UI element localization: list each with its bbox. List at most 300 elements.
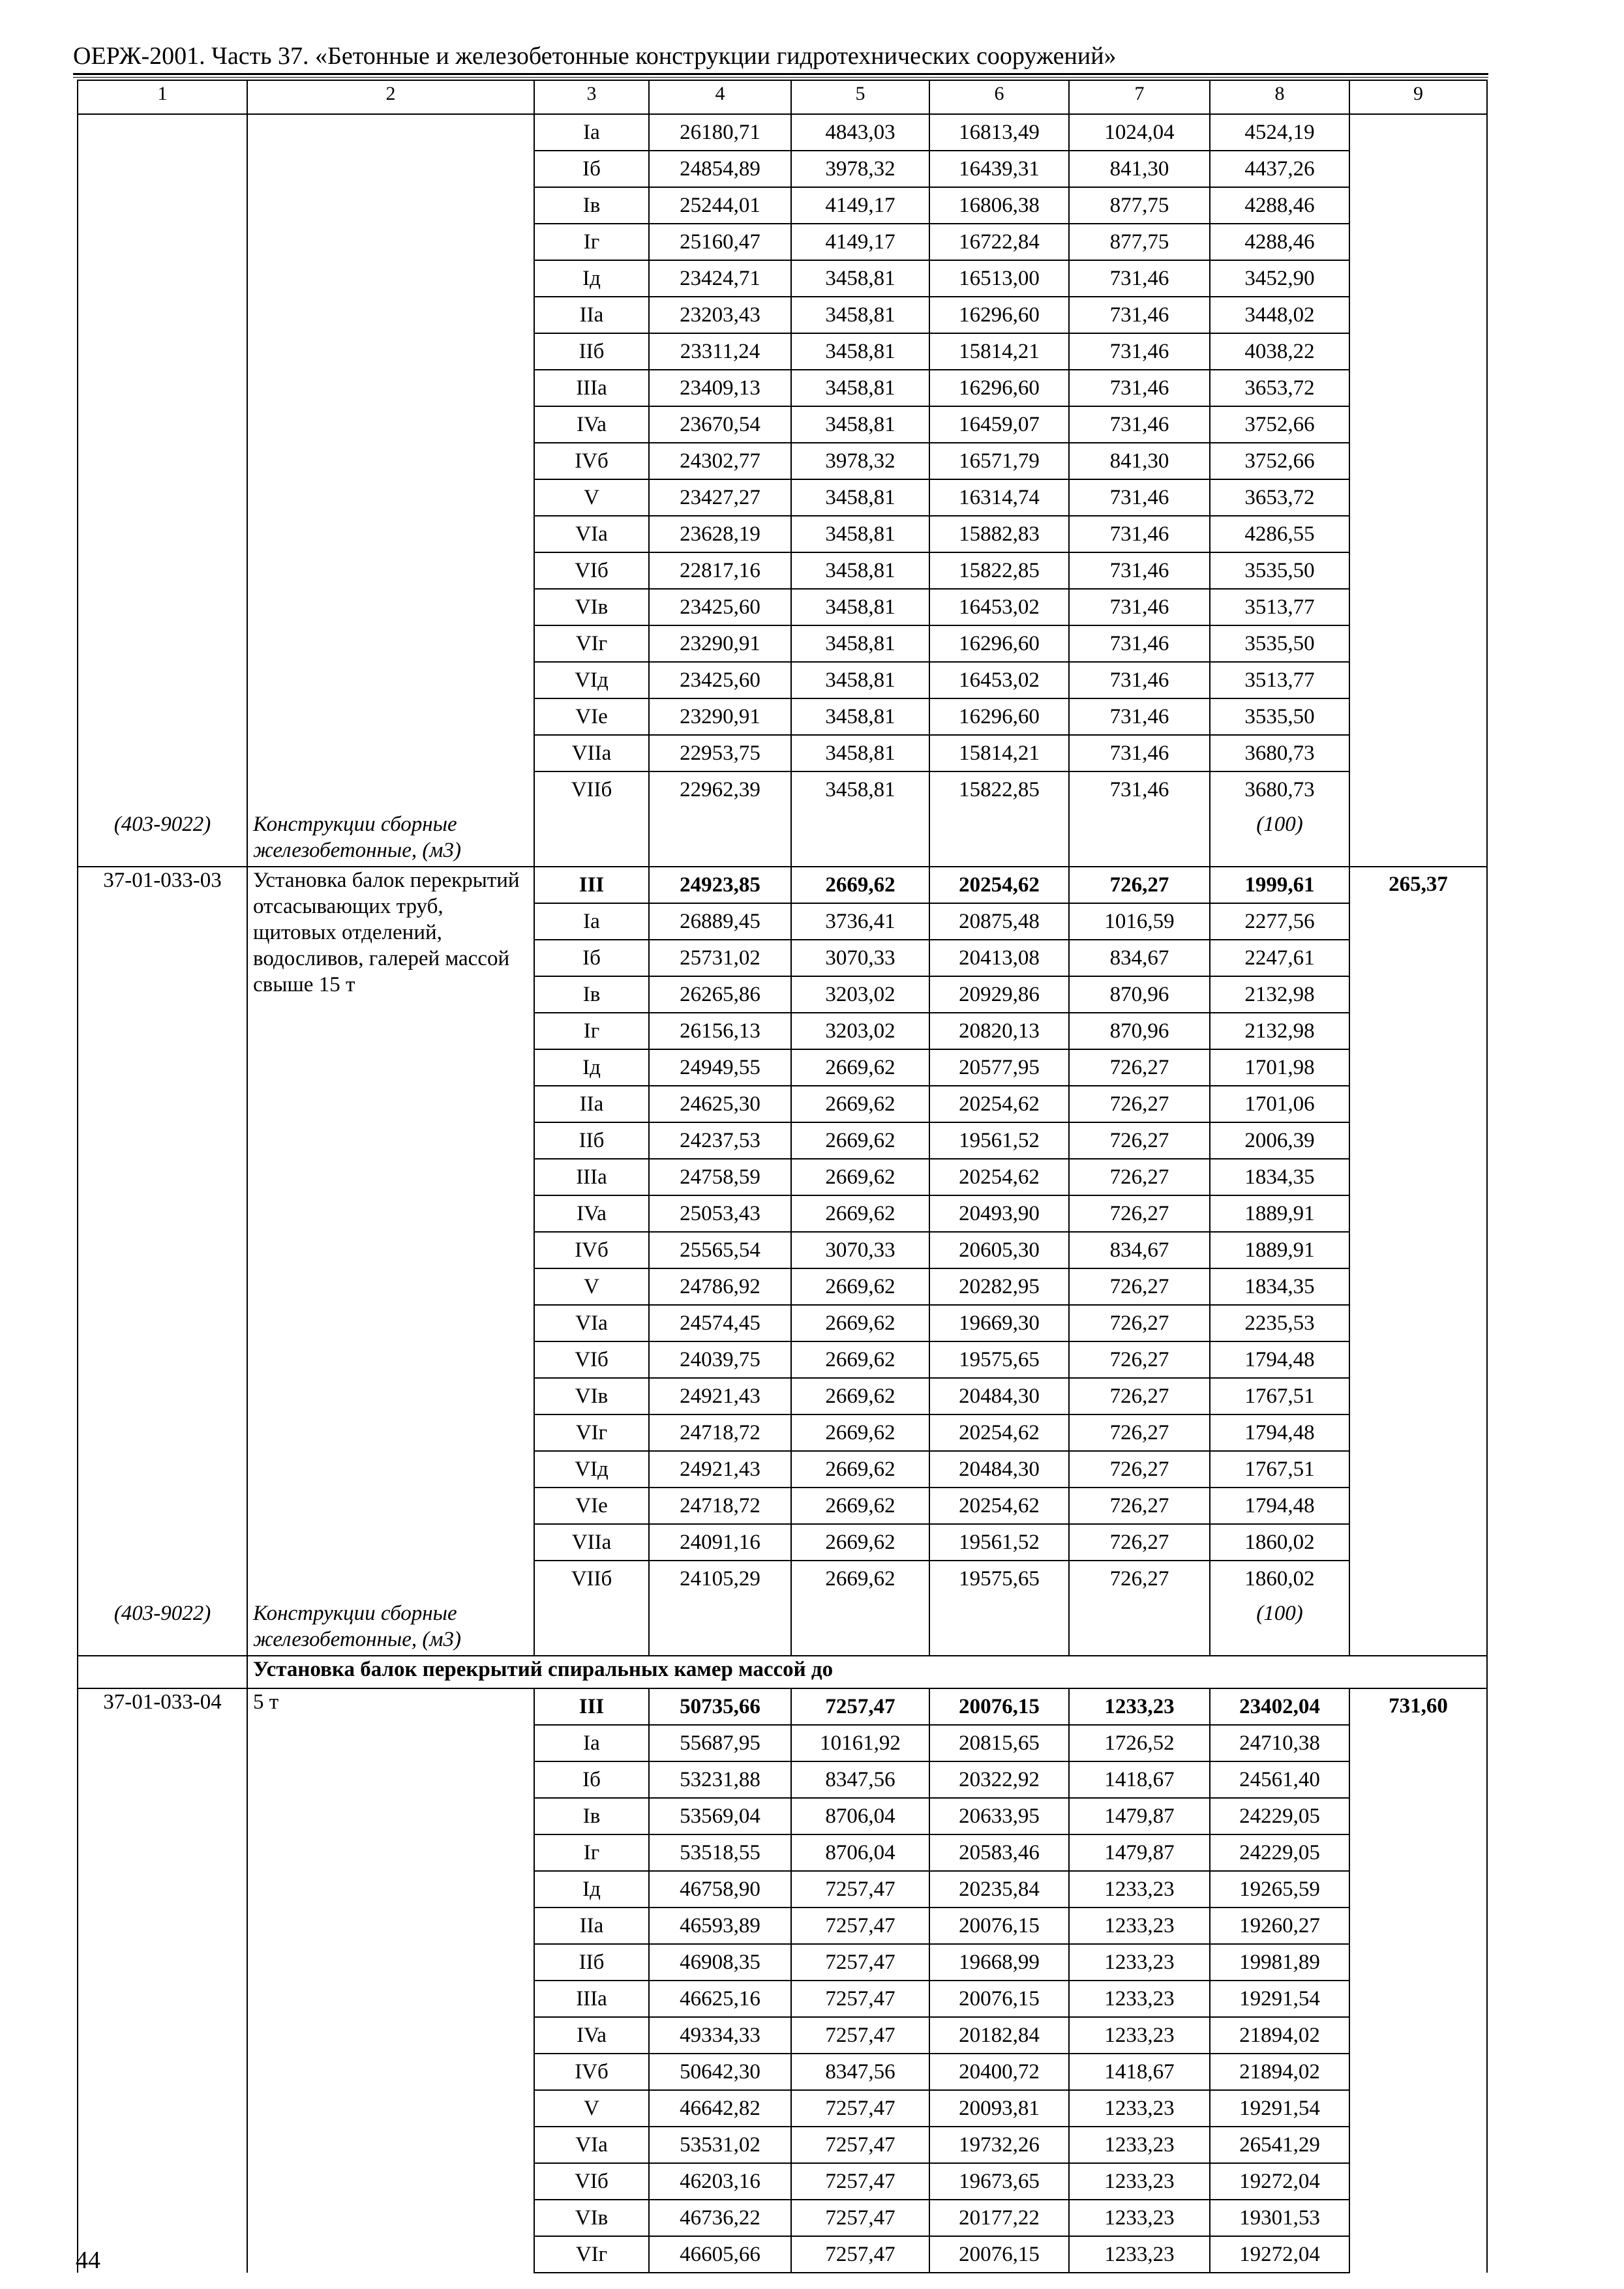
machinist-wages-cell: 1233,23 [1069,1981,1210,2017]
total-cost-cell: 24921,43 [649,1378,791,1414]
section-title: Установка балок перекрытий спиральных камер массой до [247,1656,1487,1688]
machines-cell: 16722,84 [929,224,1069,260]
total-cost-cell: 24302,77 [649,443,791,479]
total-cost-cell: 22962,39 [649,771,791,807]
materials-cell: 1794,48 [1210,1488,1349,1524]
resource-quantity: (100) [1210,1596,1349,1656]
wages-cell: 7257,47 [791,1871,929,1908]
machines-cell: 16296,60 [929,698,1069,735]
column-number: 4 [649,80,791,114]
machines-cell: 20182,84 [929,2017,1069,2054]
materials-cell: 2235,53 [1210,1305,1349,1341]
wages-cell: 3458,81 [791,662,929,698]
machinist-wages-cell: 726,27 [1069,1122,1210,1159]
wages-cell: 3458,81 [791,589,929,625]
machines-cell: 20322,92 [929,1761,1069,1798]
total-cost-cell: 23427,27 [649,479,791,516]
resource-row [78,1596,1487,1656]
wages-cell: 7257,47 [791,2163,929,2200]
total-cost-cell: 24949,55 [649,1049,791,1086]
wages-cell: 7257,47 [791,2236,929,2273]
machinist-wages-cell: 731,46 [1069,625,1210,662]
machines-cell: 20076,15 [929,2236,1069,2273]
zone-cell: VIa [534,1305,649,1341]
materials-cell: 19272,04 [1210,2163,1349,2200]
materials-cell: 1860,02 [1210,1524,1349,1561]
norm-code-cell: 37-01-033-03 [78,867,247,1596]
total-cost-cell: 26889,45 [649,903,791,940]
machinist-wages-cell: 726,27 [1069,1561,1210,1596]
wages-cell: 2669,62 [791,1451,929,1488]
materials-cell: 4038,22 [1210,333,1349,370]
materials-cell: 4288,46 [1210,187,1349,224]
resource-description: Конструкции сборные железобетонные, (м3) [247,807,534,867]
materials-cell: 1701,98 [1210,1049,1349,1086]
machines-cell: 16453,02 [929,662,1069,698]
materials-cell: 1889,91 [1210,1195,1349,1232]
column-number: 3 [534,80,649,114]
zone-cell: VIe [534,1488,649,1524]
total-cost-cell: 24237,53 [649,1122,791,1159]
wages-cell: 8706,04 [791,1798,929,1834]
total-cost-cell: 23425,60 [649,589,791,625]
column-number: 9 [1349,80,1487,114]
wages-cell: 3458,81 [791,625,929,662]
wages-cell: 3458,81 [791,516,929,552]
zone-cell: IIIa [534,1159,649,1195]
zone-cell: Ia [534,1725,649,1761]
empty-cell [1349,1596,1487,1656]
zone-cell: VIa [534,516,649,552]
machines-cell: 16813,49 [929,114,1069,151]
labor-cost-cell: 265,37 [1349,867,1487,1596]
materials-cell: 3680,73 [1210,771,1349,807]
materials-cell: 19260,27 [1210,1908,1349,1944]
machinist-wages-cell: 841,30 [1069,151,1210,187]
machinist-wages-cell: 731,46 [1069,516,1210,552]
wages-cell: 3458,81 [791,771,929,807]
total-cost-cell: 46605,66 [649,2236,791,2273]
machines-cell: 20929,86 [929,976,1069,1013]
machinist-wages-cell: 726,27 [1069,1378,1210,1414]
zone-cell: IVб [534,443,649,479]
total-cost-cell: 53531,02 [649,2127,791,2163]
materials-cell: 3653,72 [1210,370,1349,406]
machines-cell: 20577,95 [929,1049,1069,1086]
machinist-wages-cell: 1418,67 [1069,2054,1210,2090]
total-cost-cell: 46758,90 [649,1871,791,1908]
machines-cell: 16459,07 [929,406,1069,443]
zone-cell: Iд [534,1049,649,1086]
wages-cell: 3458,81 [791,406,929,443]
machines-cell: 19561,52 [929,1524,1069,1561]
zone-cell: IIa [534,1086,649,1122]
machines-cell: 15822,85 [929,771,1069,807]
total-cost-cell: 46736,22 [649,2200,791,2236]
machinist-wages-cell: 731,46 [1069,771,1210,807]
total-cost-cell: 22817,16 [649,552,791,589]
materials-cell: 3653,72 [1210,479,1349,516]
norm-description-cell: Установка балок перекрытий отсасывающих труб, щитовых отделений, водосливов, галерей массой свыше 15 т [247,867,534,1596]
zone-cell: Iб [534,151,649,187]
machinist-wages-cell: 726,27 [1069,1159,1210,1195]
machinist-wages-cell: 1726,52 [1069,1725,1210,1761]
machinist-wages-cell: 731,46 [1069,479,1210,516]
materials-cell: 2247,61 [1210,940,1349,976]
total-cost-cell: 25053,43 [649,1195,791,1232]
machinist-wages-cell: 731,46 [1069,735,1210,771]
machines-cell: 15814,21 [929,735,1069,771]
materials-cell: 2132,98 [1210,976,1349,1013]
resource-row [78,807,1487,867]
materials-cell: 3535,50 [1210,698,1349,735]
machinist-wages-cell: 1418,67 [1069,1761,1210,1798]
zone-cell: IIa [534,297,649,333]
zone-cell: VIв [534,1378,649,1414]
materials-cell: 19265,59 [1210,1871,1349,1908]
machinist-wages-cell: 726,27 [1069,1341,1210,1378]
zone-cell: Iв [534,1798,649,1834]
wages-cell: 2669,62 [791,1049,929,1086]
total-cost-cell: 46908,35 [649,1944,791,1981]
column-number: 5 [791,80,929,114]
wages-cell: 2669,62 [791,1195,929,1232]
machines-cell: 20254,62 [929,1086,1069,1122]
zone-cell: VIд [534,1451,649,1488]
empty-cell [534,807,649,867]
total-cost-cell: 24105,29 [649,1561,791,1596]
total-cost-cell: 24574,45 [649,1305,791,1341]
total-cost-cell: 50735,66 [649,1688,791,1725]
zone-cell: VIг [534,2236,649,2273]
zone-cell: IVa [534,406,649,443]
materials-cell: 1794,48 [1210,1414,1349,1451]
wages-cell: 3070,33 [791,1232,929,1268]
total-cost-cell: 24625,30 [649,1086,791,1122]
machinist-wages-cell: 726,27 [1069,1195,1210,1232]
machines-cell: 20484,30 [929,1451,1069,1488]
machines-cell: 16806,38 [929,187,1069,224]
total-cost-cell: 53518,55 [649,1834,791,1871]
total-cost-cell: 24091,16 [649,1524,791,1561]
total-cost-cell: 55687,95 [649,1725,791,1761]
zone-cell: VIб [534,2163,649,2200]
zone-cell: Ia [534,114,649,151]
zone-cell: VIe [534,698,649,735]
wages-cell: 2669,62 [791,1524,929,1561]
machines-cell: 19575,65 [929,1561,1069,1596]
machines-cell: 20177,22 [929,2200,1069,2236]
zone-cell: Iд [534,1871,649,1908]
materials-cell: 3752,66 [1210,406,1349,443]
materials-cell: 3448,02 [1210,297,1349,333]
zone-cell: Iд [534,260,649,297]
zone-cell: VIд [534,662,649,698]
materials-cell: 4286,55 [1210,516,1349,552]
materials-cell: 24229,05 [1210,1834,1349,1871]
materials-cell: 1889,91 [1210,1232,1349,1268]
total-cost-cell: 46593,89 [649,1908,791,1944]
materials-cell: 19291,54 [1210,1981,1349,2017]
materials-cell: 3513,77 [1210,662,1349,698]
column-number: 2 [247,80,534,114]
total-cost-cell: 23670,54 [649,406,791,443]
section-spacer [78,1656,247,1688]
machinist-wages-cell: 731,46 [1069,698,1210,735]
total-cost-cell: 26180,71 [649,114,791,151]
total-cost-cell: 26265,86 [649,976,791,1013]
zone-cell: IVб [534,2054,649,2090]
zone-cell: IIIa [534,1981,649,2017]
column-number-row [78,80,1487,114]
zone-cell: VIг [534,1414,649,1451]
wages-cell: 3978,32 [791,443,929,479]
empty-cell [534,1596,649,1656]
wages-cell: 8347,56 [791,1761,929,1798]
total-cost-cell: 23409,13 [649,370,791,406]
zone-cell: V [534,479,649,516]
wages-cell: 3203,02 [791,1013,929,1049]
machines-cell: 16453,02 [929,589,1069,625]
empty-cell [1069,1596,1210,1656]
machinist-wages-cell: 731,46 [1069,406,1210,443]
empty-cell [929,807,1069,867]
total-cost-cell: 46642,82 [649,2090,791,2127]
resource-code: (403-9022) [78,807,247,867]
materials-cell: 3535,50 [1210,625,1349,662]
materials-cell: 24561,40 [1210,1761,1349,1798]
table-row [78,114,1487,151]
zone-cell: VIб [534,552,649,589]
wages-cell: 3203,02 [791,976,929,1013]
total-cost-cell: 46625,16 [649,1981,791,2017]
wages-cell: 3458,81 [791,552,929,589]
zone-cell: Iг [534,224,649,260]
machines-cell: 20254,62 [929,1488,1069,1524]
materials-cell: 21894,02 [1210,2017,1349,2054]
machines-cell: 20484,30 [929,1378,1069,1414]
total-cost-cell: 24718,72 [649,1414,791,1451]
header-rule [73,73,1488,75]
machines-cell: 20820,13 [929,1013,1069,1049]
machines-cell: 19668,99 [929,1944,1069,1981]
machines-cell: 20254,62 [929,1414,1069,1451]
total-cost-cell: 23311,24 [649,333,791,370]
total-cost-cell: 22953,75 [649,735,791,771]
machinist-wages-cell: 877,75 [1069,187,1210,224]
materials-cell: 19301,53 [1210,2200,1349,2236]
machinist-wages-cell: 1479,87 [1069,1798,1210,1834]
wages-cell: 3736,41 [791,903,929,940]
materials-cell: 1701,06 [1210,1086,1349,1122]
machinist-wages-cell: 841,30 [1069,443,1210,479]
wages-cell: 3458,81 [791,698,929,735]
machines-cell: 20400,72 [929,2054,1069,2090]
zone-cell: V [534,2090,649,2127]
wages-cell: 2669,62 [791,1159,929,1195]
machines-cell: 20254,62 [929,1159,1069,1195]
machinist-wages-cell: 726,27 [1069,1488,1210,1524]
zone-cell: Ia [534,903,649,940]
machines-cell: 20493,90 [929,1195,1069,1232]
zone-cell: IIa [534,1908,649,1944]
materials-cell: 19291,54 [1210,2090,1349,2127]
empty-cell [929,1596,1069,1656]
machinist-wages-cell: 834,67 [1069,1232,1210,1268]
machinist-wages-cell: 731,46 [1069,662,1210,698]
total-cost-cell: 23628,19 [649,516,791,552]
wages-cell: 7257,47 [791,2090,929,2127]
machinist-wages-cell: 1024,04 [1069,114,1210,151]
total-cost-cell: 49334,33 [649,2017,791,2054]
norm-code-cell [78,114,247,807]
zone-cell: VIIa [534,735,649,771]
materials-cell: 24710,38 [1210,1725,1349,1761]
materials-cell: 3535,50 [1210,552,1349,589]
total-cost-cell: 24718,72 [649,1488,791,1524]
zone-cell: IVa [534,2017,649,2054]
total-cost-cell: 23290,91 [649,625,791,662]
total-cost-cell: 24921,43 [649,1451,791,1488]
total-cost-cell: 46203,16 [649,2163,791,2200]
wages-cell: 3458,81 [791,370,929,406]
machinist-wages-cell: 1233,23 [1069,2200,1210,2236]
machines-cell: 20076,15 [929,1908,1069,1944]
total-cost-cell: 53231,88 [649,1761,791,1798]
machines-cell: 19673,65 [929,2163,1069,2200]
wages-cell: 7257,47 [791,1944,929,1981]
labor-cost-cell [1349,114,1487,807]
materials-cell: 4288,46 [1210,224,1349,260]
total-cost-cell: 50642,30 [649,2054,791,2090]
zone-cell: IVa [534,1195,649,1232]
machinist-wages-cell: 731,46 [1069,552,1210,589]
machines-cell: 16314,74 [929,479,1069,516]
empty-cell [1069,807,1210,867]
total-cost-cell: 25160,47 [649,224,791,260]
zone-cell: VIa [534,2127,649,2163]
machinist-wages-cell: 1233,23 [1069,1871,1210,1908]
zone-cell: VIIa [534,1524,649,1561]
zone-cell: VIв [534,589,649,625]
machinist-wages-cell: 1016,59 [1069,903,1210,940]
empty-cell [1349,807,1487,867]
zone-cell: IIб [534,1122,649,1159]
machinist-wages-cell: 1233,23 [1069,1908,1210,1944]
machines-cell: 15882,83 [929,516,1069,552]
machinist-wages-cell: 726,27 [1069,1305,1210,1341]
zone-cell: VIб [534,1341,649,1378]
zone-cell: IIб [534,1944,649,1981]
machines-cell: 20413,08 [929,940,1069,976]
zone-cell: IIб [534,333,649,370]
total-cost-cell: 23424,71 [649,260,791,297]
zone-cell: III [534,867,649,903]
wages-cell: 4843,03 [791,114,929,151]
materials-cell: 4524,19 [1210,114,1349,151]
machines-cell: 16296,60 [929,370,1069,406]
machinist-wages-cell: 731,46 [1069,370,1210,406]
wages-cell: 7257,47 [791,2200,929,2236]
machinist-wages-cell: 726,27 [1069,1414,1210,1451]
wages-cell: 3458,81 [791,333,929,370]
machines-cell: 19561,52 [929,1122,1069,1159]
wages-cell: 2669,62 [791,1341,929,1378]
materials-cell: 23402,04 [1210,1688,1349,1725]
machinist-wages-cell: 1233,23 [1069,2090,1210,2127]
empty-cell [791,807,929,867]
norm-description-cell [247,114,534,807]
total-cost-cell: 24039,75 [649,1341,791,1378]
materials-cell: 2277,56 [1210,903,1349,940]
wages-cell: 2669,62 [791,1268,929,1305]
machines-cell: 19732,26 [929,2127,1069,2163]
machines-cell: 16513,00 [929,260,1069,297]
total-cost-cell: 23290,91 [649,698,791,735]
zone-cell: Iг [534,1834,649,1871]
total-cost-cell: 25565,54 [649,1232,791,1268]
machines-cell: 15814,21 [929,333,1069,370]
materials-cell: 1834,35 [1210,1268,1349,1305]
wages-cell: 2669,62 [791,867,929,903]
machines-cell: 19575,65 [929,1341,1069,1378]
machinist-wages-cell: 726,27 [1069,1086,1210,1122]
materials-cell: 19981,89 [1210,1944,1349,1981]
machinist-wages-cell: 1233,23 [1069,2236,1210,2273]
materials-cell: 1860,02 [1210,1561,1349,1596]
machines-cell: 20235,84 [929,1871,1069,1908]
wages-cell: 7257,47 [791,1688,929,1725]
machinist-wages-cell: 731,46 [1069,260,1210,297]
machines-cell: 20875,48 [929,903,1069,940]
machinist-wages-cell: 1233,23 [1069,1688,1210,1725]
total-cost-cell: 24786,92 [649,1268,791,1305]
zone-cell: VIв [534,2200,649,2236]
machinist-wages-cell: 870,96 [1069,976,1210,1013]
machines-cell: 20093,81 [929,2090,1069,2127]
machines-cell: 20076,15 [929,1981,1069,2017]
machines-cell: 16296,60 [929,297,1069,333]
resource-quantity: (100) [1210,807,1349,867]
wages-cell: 4149,17 [791,187,929,224]
zone-cell: Iв [534,976,649,1013]
column-number: 7 [1069,80,1210,114]
zone-cell: IVб [534,1232,649,1268]
wages-cell: 2669,62 [791,1414,929,1451]
zone-cell: Iг [534,1013,649,1049]
machinist-wages-cell: 731,46 [1069,333,1210,370]
total-cost-cell: 24854,89 [649,151,791,187]
machines-cell: 16571,79 [929,443,1069,479]
machines-cell: 20254,62 [929,867,1069,903]
machinist-wages-cell: 726,27 [1069,1451,1210,1488]
machinist-wages-cell: 731,46 [1069,297,1210,333]
machines-cell: 20583,46 [929,1834,1069,1871]
total-cost-cell: 24923,85 [649,867,791,903]
total-cost-cell: 23425,60 [649,662,791,698]
header-rule-thin [73,77,1488,78]
wages-cell: 3458,81 [791,479,929,516]
wages-cell: 2669,62 [791,1086,929,1122]
materials-cell: 1767,51 [1210,1378,1349,1414]
total-cost-cell: 24758,59 [649,1159,791,1195]
zone-cell: Iб [534,1761,649,1798]
wages-cell: 3458,81 [791,735,929,771]
empty-cell [649,807,791,867]
materials-cell: 24229,05 [1210,1798,1349,1834]
materials-cell: 3452,90 [1210,260,1349,297]
total-cost-cell: 23203,43 [649,297,791,333]
